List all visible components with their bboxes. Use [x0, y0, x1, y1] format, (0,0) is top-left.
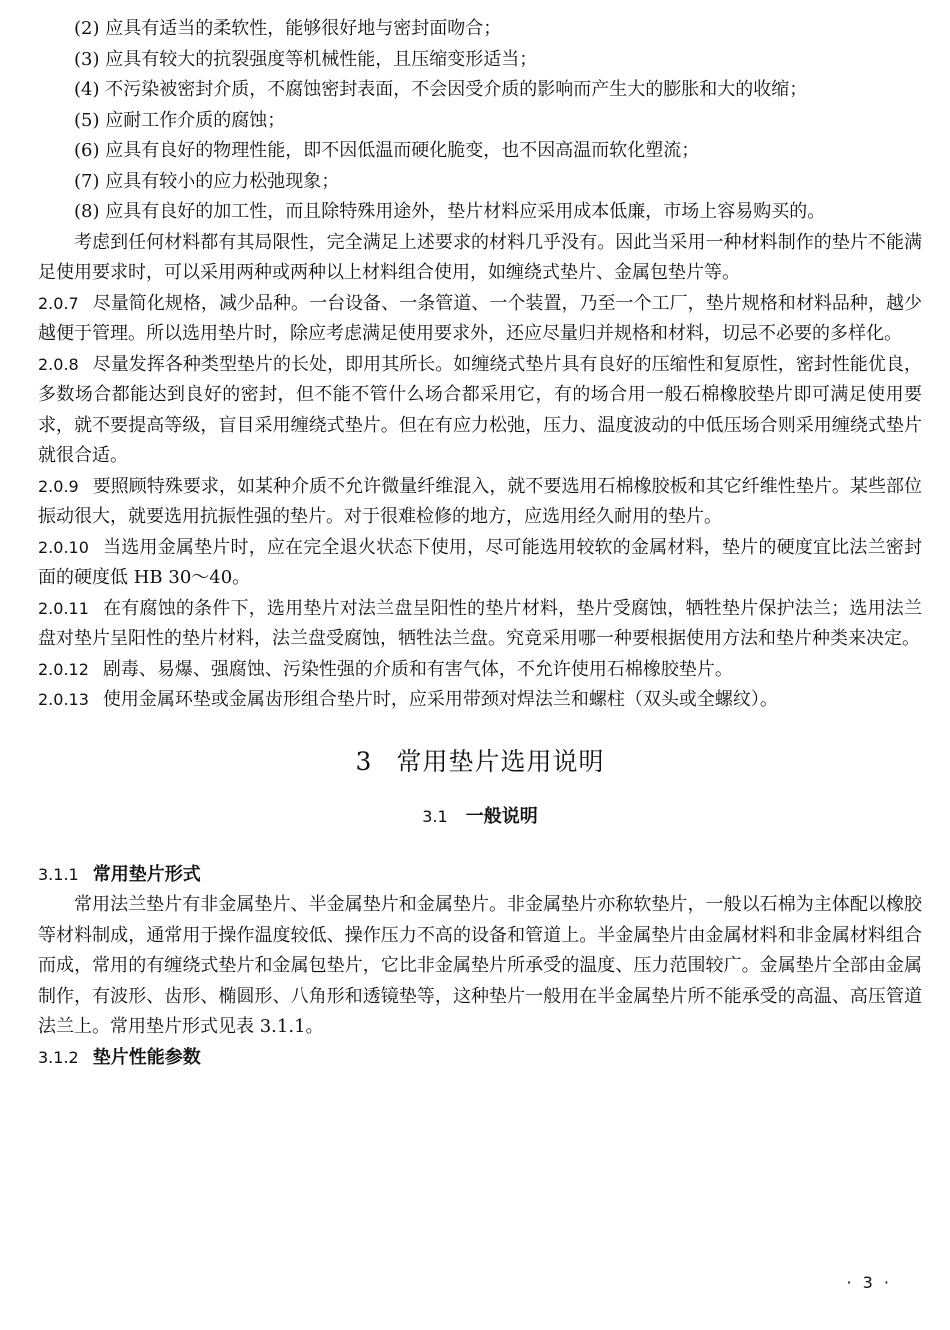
- subsection-heading-3-1-1: [38, 860, 922, 891]
- clause-text: 尽量发挥各种类型垫片的长处，即用其所长。如缠绕式垫片具有良好的压缩性和复原性，密封性能优良，多数场合都能达到良好的密封，但不能不管什么场合都采用它，有的场合用一般石棉橡胶垫片即可满足使用要求，就不要提高等级，盲目采用缠绕式垫片。但在有应力松弛，压力、温度波动的中低压场合则采用缠绕式垫片就很合适。: [38, 353, 922, 466]
- subsection-heading-3-1-2: [38, 1043, 922, 1074]
- list-item: (6) 应具有良好的物理性能，即不因低温而硬化脆变，也不因高温而软化塑流；: [74, 140, 700, 161]
- chapter-number: 3: [355, 746, 373, 776]
- page-number: · 3 ·: [846, 1273, 892, 1292]
- subsection-title: 垫片性能参数: [92, 1046, 201, 1068]
- body-paragraph: 考虑到任何材料都有其局限性，完全满足上述要求的材料几乎没有。因此当采用一种材料制作的垫片不能满足使用要求时，可以采用两种或两种以上材料组合使用，如缠绕式垫片、金属包垫片等。: [38, 231, 922, 283]
- clause-text: 使用金属环垫或金属齿形组合垫片时，应采用带颈对焊法兰和螺柱（双头或全螺纹）。: [102, 689, 778, 710]
- list-item: (4) 不污染被密封介质，不腐蚀密封表面，不会因受介质的影响而产生大的膨胀和大的收缩；: [74, 79, 808, 100]
- subsection-title: 常用垫片形式: [92, 863, 201, 885]
- clause-number: 2.0.12: [38, 659, 89, 679]
- section-title: 一般说明: [465, 805, 538, 827]
- clause-text: 当选用金属垫片时，应在完全退火状态下使用，尽可能选用较软的金属材料，垫片的硬度宜比法兰密封面的硬度低 HB 30～40。: [38, 536, 922, 588]
- clause-text: 要照顾特殊要求，如某种介质不允许微量纤维混入，就不要选用石棉橡胶板和其它纤维性垫片。某些部位振动很大，就要选用抗振性强的垫片。对于很难检修的地方，应选用经久耐用的垫片。: [38, 475, 922, 527]
- clause-2-0-9: [38, 472, 922, 533]
- list-item: (8) 应具有良好的加工性，而且除特殊用途外，垫片材料应采用成本低廉，市场上容易购买的。: [74, 201, 826, 222]
- clause-2-0-7: [38, 289, 922, 350]
- subsection-number: 3.1.1: [38, 864, 79, 884]
- list-item: (5) 应耐工作介质的腐蚀；: [74, 109, 286, 131]
- section-heading: [38, 802, 922, 832]
- clause-text: 在有腐蚀的条件下，选用垫片对法兰盘呈阳性的垫片材料，垫片受腐蚀，牺牲垫片保护法兰；选用法兰盘对垫片呈阳性的垫片材料，法兰盘受腐蚀，牺牲法兰盘。究竟采用哪一种要根据使用方法和垫片种类来决定。: [38, 597, 922, 649]
- list-item: (7) 应具有较小的应力松弛现象；: [74, 170, 340, 192]
- clause-text: 尽量简化规格，减少品种。一台设备、一条管道、一个装置，乃至一个工厂，垫片规格和材料品种，越少越便于管理。所以选用垫片时，除应考虑满足使用要求外，还应尽量归并规格和材料，切忌不必要的多样化。: [38, 292, 922, 344]
- clause-2-0-13: [38, 685, 922, 716]
- body-paragraph: 常用法兰垫片有非金属垫片、半金属垫片和金属垫片。非金属垫片亦称软垫片，一般以石棉为主体配以橡胶等材料制成，通常用于操作温度较低、操作压力不高的设备和管道上。半金属垫片由金属材料和非金属材料组合而成，常用的有缠绕式垫片和金属包垫片，它比非金属垫片所承受的温度、压力范围较广。金属垫片全部由金属制作，有波形、齿形、椭圆形、八角形和透镜垫等，这种垫片一般用在半金属垫片所不能承受的高温、高压管道法兰上。常用垫片形式见表 3.1.1。: [38, 894, 922, 1037]
- clause-2-0-8: [38, 350, 922, 472]
- clause-2-0-12: [38, 655, 922, 686]
- clause-text: 剧毒、易爆、强腐蚀、污染性强的介质和有害气体，不允许使用石棉橡胶垫片。: [102, 658, 733, 680]
- chapter-heading: [38, 742, 922, 782]
- clause-number: 2.0.8: [38, 354, 79, 374]
- clause-number: 2.0.10: [38, 537, 89, 557]
- section-number: 3.1: [422, 806, 448, 826]
- clause-number: 2.0.13: [38, 690, 89, 709]
- list-item: (2) 应具有适当的柔软性，能够很好地与密封面吻合；: [74, 18, 502, 39]
- clause-2-0-11: [38, 594, 922, 655]
- subsection-number: 3.1.2: [38, 1047, 79, 1067]
- clause-number: 2.0.9: [38, 476, 79, 496]
- list-item: (3) 应具有较大的抗裂强度等机械性能，且压缩变形适当；: [74, 48, 538, 70]
- clause-2-0-10: [38, 533, 922, 594]
- chapter-title: 常用垫片选用说明: [396, 746, 605, 776]
- clause-number: 2.0.11: [38, 598, 89, 618]
- clause-number: 2.0.7: [38, 293, 79, 313]
